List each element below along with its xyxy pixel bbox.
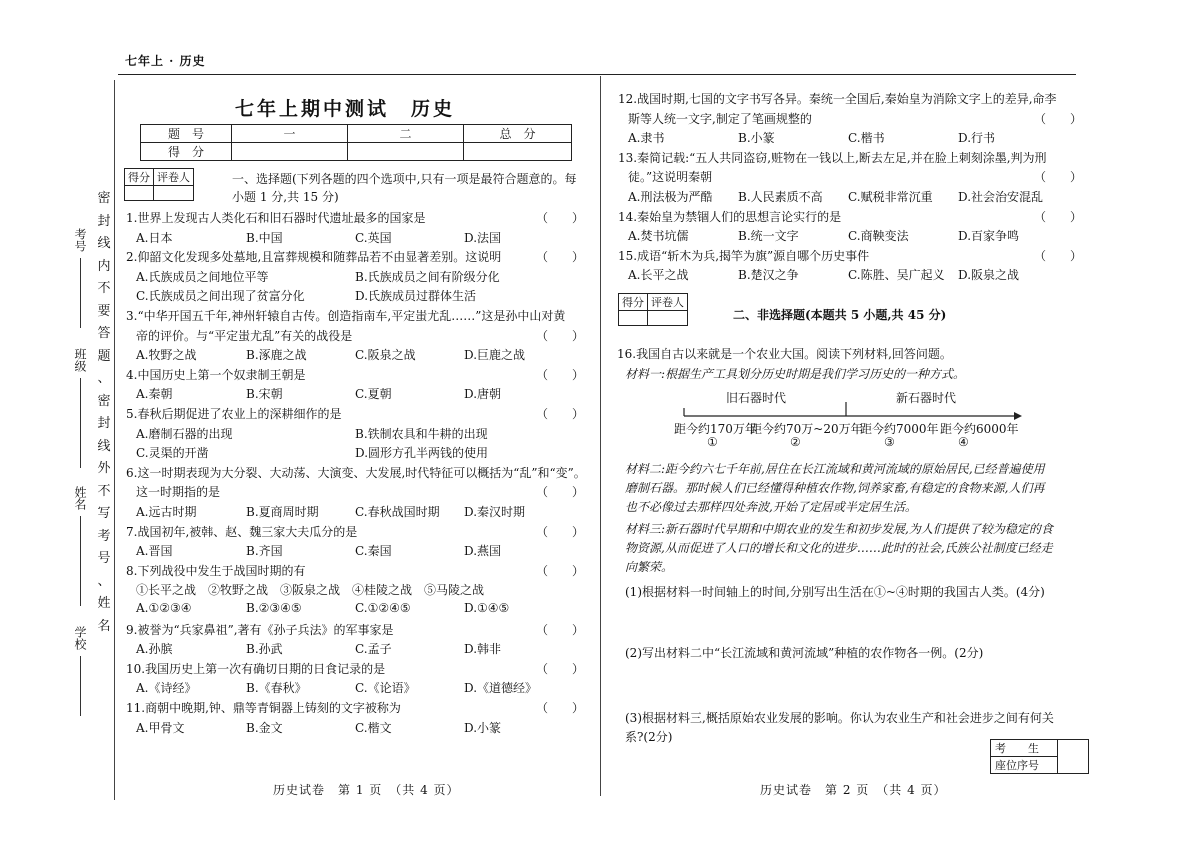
question-option: B.中国 bbox=[246, 230, 283, 245]
timeline-point-label: 距今约170万年 bbox=[674, 422, 757, 436]
question-option: C.灵渠的开凿 bbox=[136, 446, 209, 461]
header-rule bbox=[118, 74, 1076, 75]
question-stem: 3.“中华开国五千年,神州轩辕自古传。创造指南车,平定蚩尤乱……”这是孙中山对黄 bbox=[126, 309, 566, 323]
question-option: A.晋国 bbox=[136, 544, 173, 559]
answer-paren[interactable]: （ ） bbox=[536, 485, 585, 500]
grader-reviewer-label: 评卷人 bbox=[648, 294, 688, 311]
answer-paren[interactable]: （ ） bbox=[536, 524, 585, 539]
score-input-cell[interactable] bbox=[348, 143, 464, 161]
question-option: C.①②④⑤ bbox=[355, 601, 411, 615]
answer-paren[interactable]: （ ） bbox=[1034, 248, 1083, 263]
question-option: D.韩非 bbox=[464, 642, 502, 657]
seat-number-cell[interactable] bbox=[1058, 740, 1089, 774]
seal-char: 内 bbox=[97, 258, 111, 274]
question-stem: 10.我国历史上第一次有确切日期的日食记录的是 bbox=[126, 661, 386, 676]
q16-material3-line: 材料三:新石器时代早期和中期农业的发生和初步发展,为人们提供了较为稳定的食 bbox=[625, 522, 1053, 536]
question-option: D.阪泉之战 bbox=[958, 268, 1020, 283]
q16-material1: 材料一:根据生产工具划分历史时期是我们学习历史的一种方式。 bbox=[625, 367, 966, 381]
question-option: B.铁制农具和牛耕的出现 bbox=[355, 426, 488, 441]
question-option: A.隶书 bbox=[628, 131, 665, 146]
answer-paren[interactable]: （ ） bbox=[536, 563, 585, 578]
answer-paren[interactable]: （ ） bbox=[536, 211, 585, 225]
question-option: D.小篆 bbox=[464, 720, 502, 735]
footer-page-2: 历史试卷 第 2 页 （共 4 页） bbox=[760, 783, 947, 797]
question-option: A.甲骨文 bbox=[136, 720, 185, 735]
seal-char: 封 bbox=[97, 416, 111, 431]
q16-subquestion-1: (1)根据材料一时间轴上的时间,分别写出生活在①~④时期的我国古人类。(4分) bbox=[625, 585, 1045, 599]
question-stem: 11.商朝中晚期,钟、鼎等青铜器上铸刻的文字被称为 bbox=[126, 701, 401, 715]
q16-subquestion-3: (3)根据材料三,概括原始农业发展的影响。你认为农业生产和社会进步之间有何关 bbox=[625, 711, 1054, 725]
seal-line-text bbox=[96, 188, 112, 638]
seal-char: 答 bbox=[97, 326, 111, 341]
timeline-point-label: 距今约6000年 bbox=[940, 422, 1019, 436]
grader-box-section2 bbox=[618, 293, 688, 326]
question-stem: 1.世界上发现古人类化石和旧石器时代遗址最多的国家是 bbox=[126, 211, 426, 225]
seal-char: 线 bbox=[97, 438, 111, 454]
seal-char: 写 bbox=[97, 506, 111, 521]
seal-char: 名 bbox=[97, 618, 111, 634]
timeline-point-number: ③ bbox=[884, 435, 895, 449]
question-option: C.秦国 bbox=[355, 544, 392, 559]
question-option: D.燕国 bbox=[464, 544, 502, 559]
question-stem: 12.战国时期,七国的文字书写各异。秦统一全国后,秦始皇为消除文字上的差异,命李 bbox=[618, 92, 1057, 106]
q16-material2-line: 也不必像过去那样四处奔波,开始了定居或半定居生活。 bbox=[625, 500, 917, 514]
score-header-cell: 题 号 bbox=[141, 125, 232, 143]
question-stem: 4.中国历史上第一个奴隶制王朝是 bbox=[126, 367, 306, 382]
question-option: A.远古时期 bbox=[136, 505, 197, 519]
question-option: C.楷文 bbox=[355, 720, 392, 735]
question-option: B.宋朝 bbox=[246, 387, 283, 402]
question-option: A.日本 bbox=[136, 230, 173, 245]
section2-heading: 二、非选择题(本题共 5 小题,共 45 分) bbox=[733, 308, 947, 322]
seal-char: 要 bbox=[97, 303, 111, 319]
question-option: D.百家争鸣 bbox=[958, 229, 1020, 244]
question-option: D.行书 bbox=[958, 131, 996, 146]
question-option: D.法国 bbox=[464, 230, 502, 245]
question-stem: 8.下列战役中发生于战国时期的有 bbox=[126, 563, 306, 578]
seal-char: 密 bbox=[97, 393, 111, 409]
score-input-cell[interactable] bbox=[232, 143, 348, 161]
score-header-cell: 总 分 bbox=[464, 125, 572, 143]
grader-reviewer-label: 评卷人 bbox=[154, 169, 194, 186]
question-stem: 斯等人统一文字,制定了笔画规整的 bbox=[628, 111, 812, 126]
grader-score-cell[interactable] bbox=[619, 311, 648, 326]
seal-char: 考 bbox=[97, 528, 111, 544]
question-option: B.人民素质不高 bbox=[738, 190, 823, 204]
seal-char: 姓 bbox=[97, 596, 111, 611]
section1-heading-cont: 小题 1 分,共 15 分) bbox=[232, 190, 339, 204]
question-option: A.长平之战 bbox=[628, 268, 689, 283]
question-option: D.《道德经》 bbox=[464, 681, 538, 696]
seat-label-line2: 座位序号 bbox=[991, 757, 1058, 774]
question-option: A.氏族成员之间地位平等 bbox=[136, 269, 269, 284]
question-stem: 15.成语“斩木为兵,揭竿为旗”源自哪个历史事件 bbox=[618, 248, 870, 263]
q16-material2-line: 磨制石器。那时候人们已经懂得种植农作物,饲养家畜,有稳定的食物来源,人们再 bbox=[625, 481, 1045, 495]
score-label-cell: 得 分 bbox=[141, 143, 232, 161]
question-stem: 14.秦始皇为禁锢人们的思想言论实行的是 bbox=[618, 209, 842, 224]
question-option: C.孟子 bbox=[355, 642, 392, 657]
question-stem: 2.仰韶文化发现多处墓地,且富葬规模和随葬品若不由显著差别。这说明 bbox=[126, 250, 502, 265]
header-tag: 七年上 · 历史 bbox=[125, 54, 206, 68]
question-option: D.社会治安混乱 bbox=[958, 190, 1044, 204]
answer-paren[interactable]: （ ） bbox=[536, 661, 585, 676]
answer-paren[interactable]: （ ） bbox=[536, 328, 585, 343]
question-option: A.刑法极为严酷 bbox=[628, 190, 713, 204]
q16-subquestion-3-cont: 系?(2分) bbox=[625, 730, 673, 744]
grader-reviewer-cell[interactable] bbox=[154, 186, 194, 201]
question-option: D.秦汉时期 bbox=[464, 505, 526, 519]
seal-char: 线 bbox=[97, 236, 111, 251]
question-option: A.焚书坑儒 bbox=[628, 229, 689, 244]
question-option: A.磨制石器的出现 bbox=[136, 426, 233, 441]
question-option: B.氏族成员之间有阶级分化 bbox=[355, 269, 500, 284]
score-header-cell: 一 bbox=[232, 125, 348, 143]
binding-rule bbox=[114, 80, 115, 800]
question-stem: 6.这一时期表现为大分裂、大动荡、大演变、大发展,时代特征可以概括为“乱”和“变”。 bbox=[126, 465, 586, 480]
question-option: B.齐国 bbox=[246, 544, 283, 559]
question-option: C.阪泉之战 bbox=[355, 348, 416, 363]
answer-paren[interactable]: （ ） bbox=[1034, 170, 1083, 185]
question-stem: 帝的评价。与“平定蚩尤乱”有关的战役是 bbox=[136, 328, 353, 343]
question-option: D.①④⑤ bbox=[464, 601, 510, 615]
seal-char: 、 bbox=[97, 573, 111, 589]
timeline-point-number: ① bbox=[707, 435, 718, 449]
grader-score-label: 得分 bbox=[125, 169, 154, 186]
question-option: A.牧野之战 bbox=[136, 348, 197, 363]
question-option: B.②③④⑤ bbox=[246, 601, 302, 615]
binding-class-line bbox=[80, 378, 81, 468]
section1-heading: 一、选择题(下列各题的四个选项中,只有一项是最符合题意的。每 bbox=[232, 172, 577, 186]
grader-score-cell[interactable] bbox=[125, 186, 154, 201]
answer-paren[interactable]: （ ） bbox=[536, 407, 585, 421]
answer-paren[interactable]: （ ） bbox=[536, 701, 585, 715]
question-option: C.商鞅变法 bbox=[848, 229, 909, 244]
timeline-point-number: ② bbox=[790, 435, 801, 449]
question-option: B.《春秋》 bbox=[246, 681, 307, 696]
question-sub-items: ①长平之战 ②牧野之战 ③阪泉之战 ④桂陵之战 ⑤马陵之战 bbox=[136, 583, 485, 598]
question-option: A.秦朝 bbox=[136, 387, 173, 402]
timeline-era-neolithic: 新石器时代 bbox=[896, 391, 957, 405]
score-table bbox=[140, 124, 572, 161]
question-option: A.①②③④ bbox=[136, 601, 192, 615]
answer-paren[interactable]: （ ） bbox=[536, 367, 585, 382]
question-option: D.圆形方孔半两钱的使用 bbox=[355, 446, 489, 461]
footer-page-1: 历史试卷 第 1 页 （共 4 页） bbox=[273, 783, 460, 797]
question-option: A.《诗经》 bbox=[136, 681, 197, 696]
question-option: C.夏朝 bbox=[355, 387, 392, 402]
binding-class-label: 班级 bbox=[73, 348, 87, 372]
seat-label-line1: 考 生 bbox=[991, 740, 1058, 757]
question-option: B.夏商周时期 bbox=[246, 505, 319, 519]
q16-material3-line: 向繁荣。 bbox=[625, 560, 674, 574]
question-stem: 这一时期指的是 bbox=[136, 485, 221, 500]
page-title: 七年上期中测试 历史 bbox=[235, 98, 456, 120]
seal-char: 题 bbox=[97, 348, 111, 364]
binding-name-label: 姓名 bbox=[73, 486, 87, 510]
question-option: B.统一文字 bbox=[738, 229, 799, 244]
timeline-point-label: 距今约70万~20万年 bbox=[750, 422, 863, 436]
score-input-cell[interactable] bbox=[464, 143, 572, 161]
grader-score-label: 得分 bbox=[619, 294, 648, 311]
question-option: C.赋税非常沉重 bbox=[848, 190, 933, 204]
grader-reviewer-cell[interactable] bbox=[648, 311, 688, 326]
timeline-point-number: ④ bbox=[958, 435, 969, 449]
question-option: C.《论语》 bbox=[355, 681, 416, 696]
seat-number-box bbox=[990, 739, 1089, 774]
question-option: B.孙武 bbox=[246, 642, 283, 657]
q16-stem: 16.我国自古以来就是一个农业大国。阅读下列材料,回答问题。 bbox=[617, 347, 952, 361]
question-option: C.氏族成员之间出现了贫富分化 bbox=[136, 289, 305, 304]
question-option: B.金文 bbox=[246, 720, 283, 735]
question-option: B.小篆 bbox=[738, 131, 775, 146]
seal-char: 不 bbox=[97, 483, 111, 499]
binding-exam-no-label: 考号 bbox=[73, 228, 87, 252]
question-option: C.陈胜、吴广起义 bbox=[848, 268, 945, 283]
binding-school-label: 学校 bbox=[73, 626, 87, 650]
answer-paren[interactable]: （ ） bbox=[536, 250, 585, 265]
question-option: D.唐朝 bbox=[464, 387, 502, 402]
timeline-era-paleolithic: 旧石器时代 bbox=[726, 391, 787, 405]
binding-exam-no-line bbox=[80, 258, 81, 328]
question-option: B.涿鹿之战 bbox=[246, 348, 307, 363]
q16-material2-line: 材料二:距今约六七千年前,居住在长江流域和黄河流域的原始居民,已经普遍使用 bbox=[625, 462, 1045, 476]
answer-paren[interactable]: （ ） bbox=[1034, 209, 1083, 224]
q16-material3-line: 物资源,从而促进了人口的增长和文化的进步……此时的社会,氏族公社制度已经走 bbox=[625, 541, 1053, 555]
binding-school-line bbox=[80, 656, 81, 716]
answer-paren[interactable]: （ ） bbox=[1034, 111, 1083, 126]
seal-char: 号 bbox=[97, 551, 111, 566]
question-stem: 7.战国初年,被韩、赵、魏三家大夫瓜分的是 bbox=[126, 524, 358, 539]
question-stem: 5.春秋后期促进了农业上的深耕细作的是 bbox=[126, 407, 342, 421]
question-stem: 9.被誉为“兵家鼻祖”,著有《孙子兵法》的军事家是 bbox=[126, 622, 394, 637]
question-option: D.氏族成员过群体生活 bbox=[355, 289, 477, 304]
question-option: A.孙膑 bbox=[136, 642, 173, 657]
question-stem: 13.秦简记载:“五人共同盗窃,赃物在一钱以上,断去左足,并在脸上刺刻涂墨,判为刑 bbox=[618, 150, 1047, 165]
seal-char: 、 bbox=[97, 371, 111, 386]
question-option: C.楷书 bbox=[848, 131, 885, 146]
page-divider bbox=[600, 76, 601, 796]
question-option: C.春秋战国时期 bbox=[355, 505, 440, 519]
seal-char: 密 bbox=[97, 191, 111, 206]
seal-char: 不 bbox=[97, 281, 111, 296]
question-stem: 徒。”这说明秦朝 bbox=[628, 170, 713, 185]
score-header-cell: 二 bbox=[348, 125, 464, 143]
question-option: D.巨鹿之战 bbox=[464, 348, 526, 363]
binding-name-line bbox=[80, 516, 81, 606]
seal-char: 外 bbox=[97, 461, 111, 476]
timeline-point-label: 距今约7000年 bbox=[860, 422, 939, 436]
question-option: C.英国 bbox=[355, 230, 392, 245]
question-option: B.楚汉之争 bbox=[738, 268, 799, 283]
answer-paren[interactable]: （ ） bbox=[536, 622, 585, 637]
seal-char: 封 bbox=[97, 213, 111, 229]
grader-box-section1 bbox=[124, 168, 194, 201]
q16-subquestion-2: (2)写出材料二中“长江流域和黄河流域”种植的农作物各一例。(2分) bbox=[625, 646, 984, 660]
